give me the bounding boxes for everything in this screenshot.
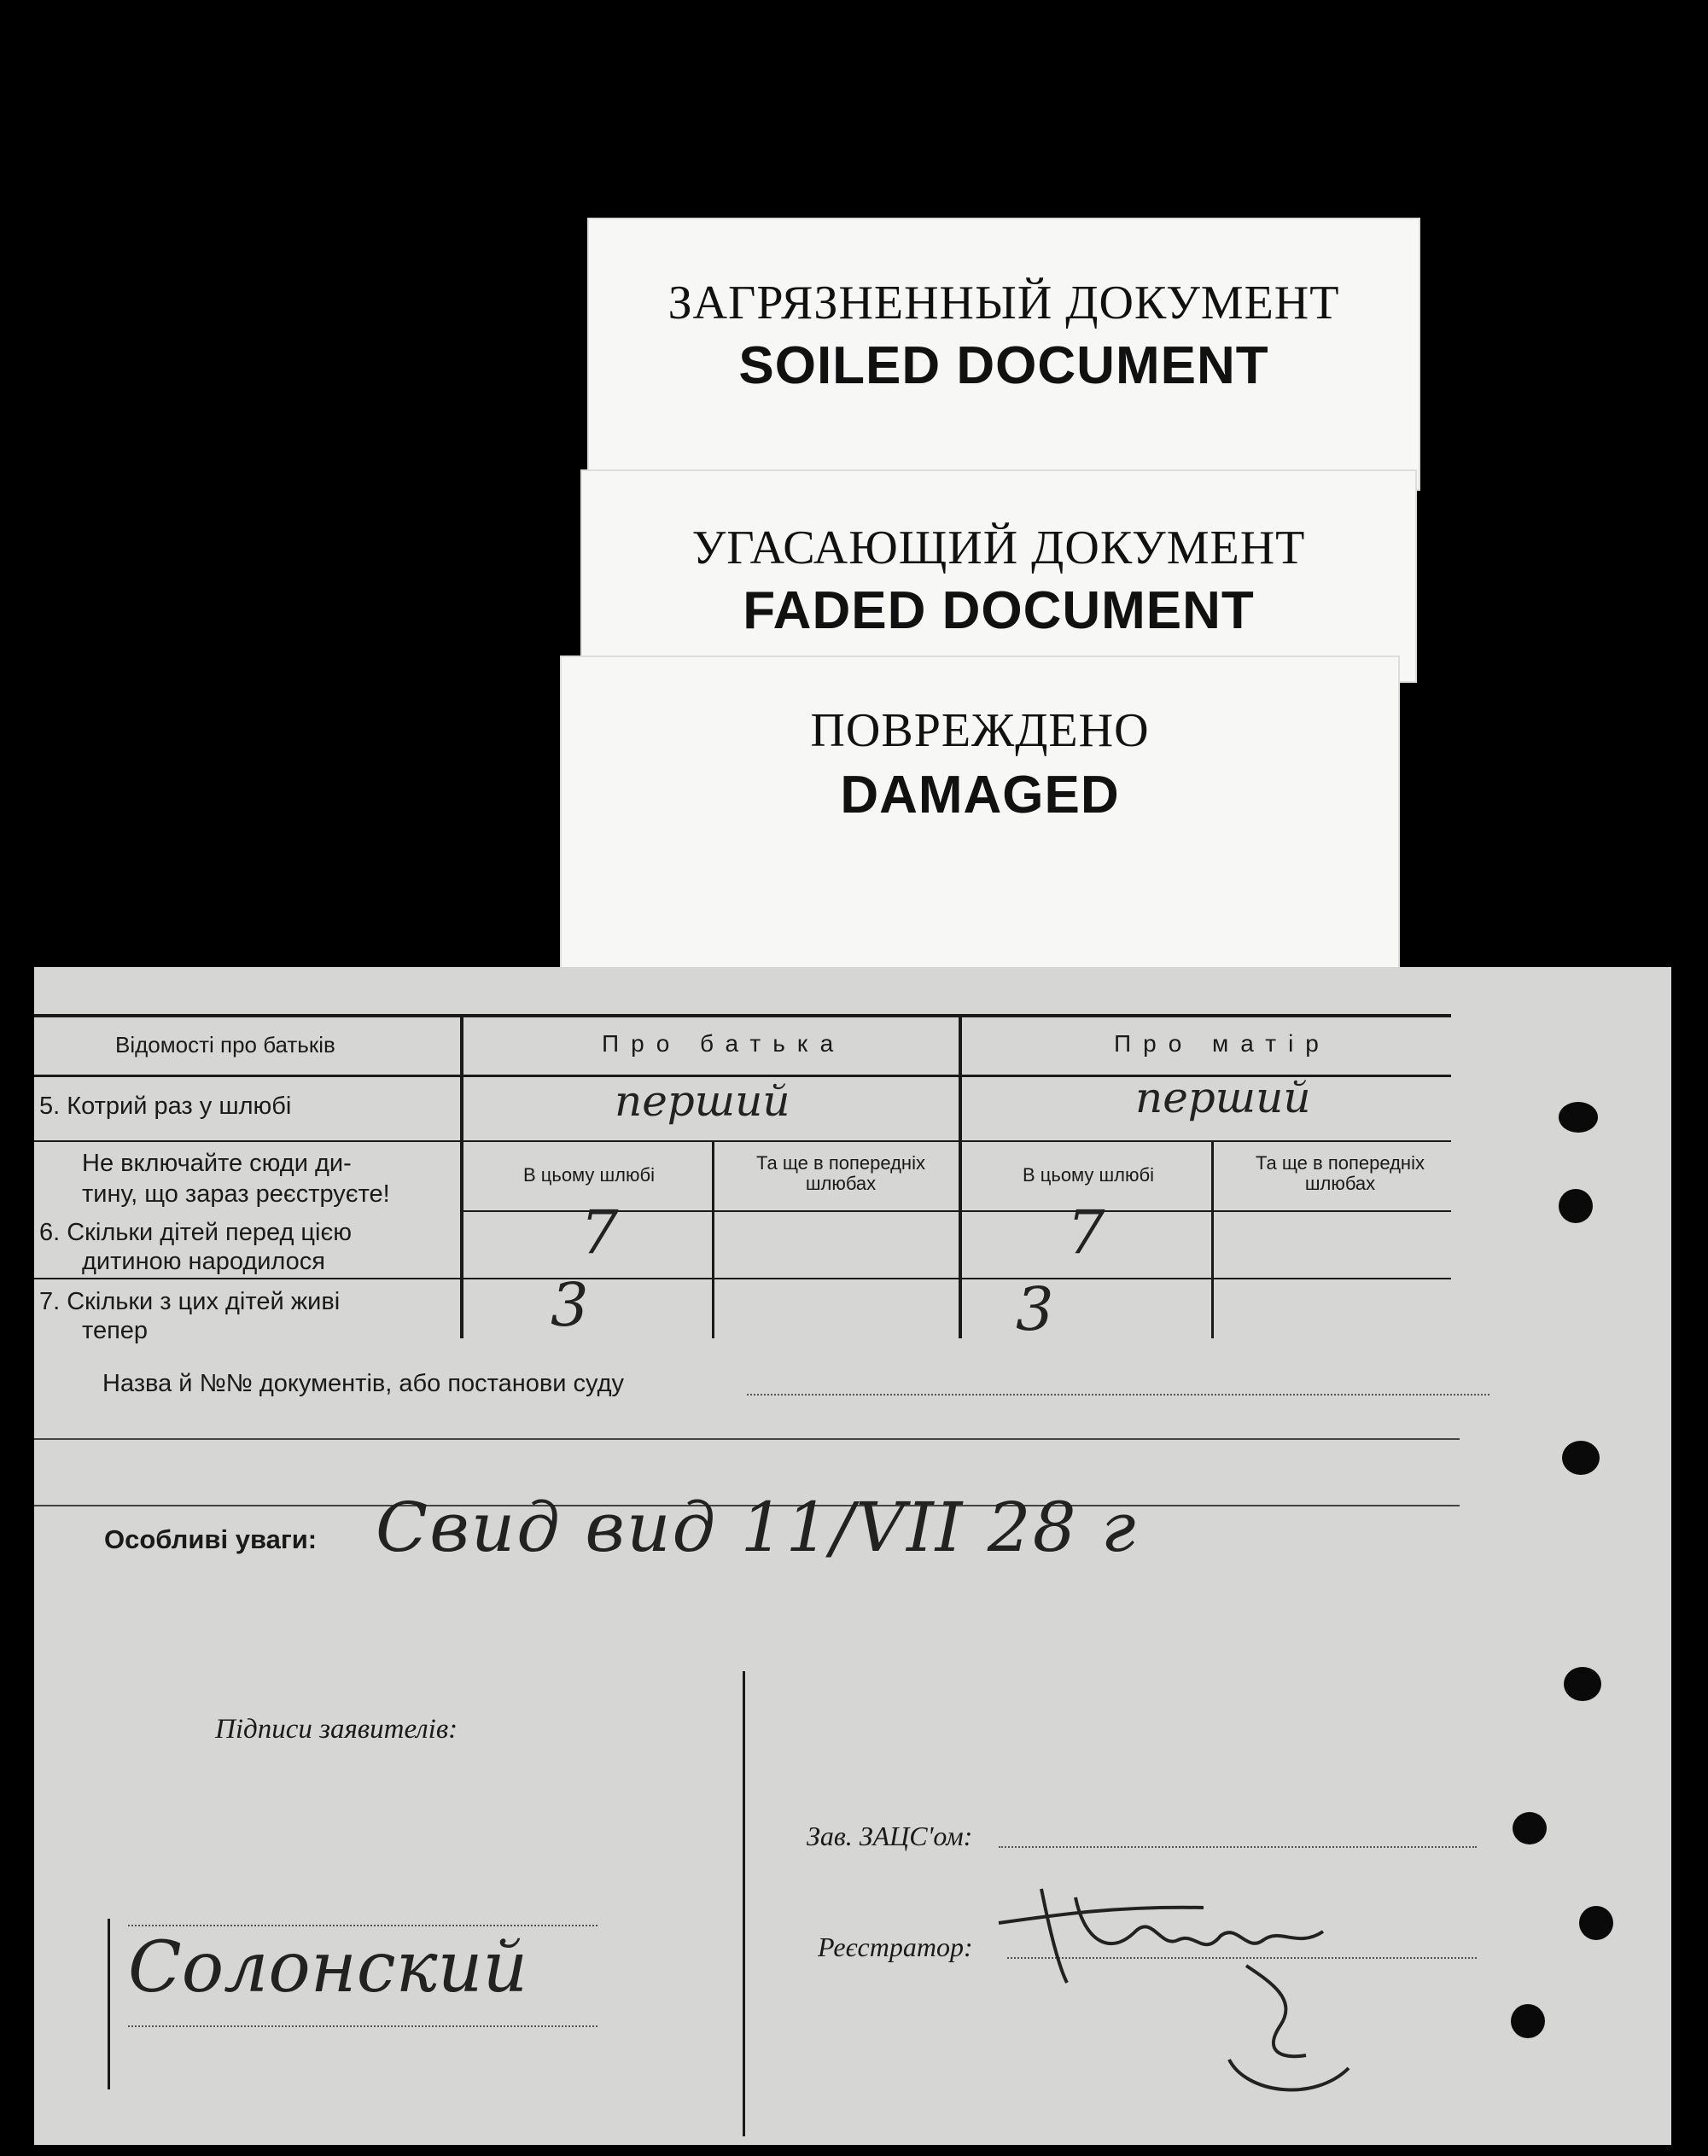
applicant-signature: Солонский bbox=[128, 1927, 528, 2008]
zags-head-dotted-line bbox=[999, 1846, 1477, 1848]
damage-hole bbox=[1564, 1667, 1601, 1701]
applicant-dotted-line-2 bbox=[128, 2025, 598, 2027]
registrar-label: Реєстратор: bbox=[818, 1932, 973, 1962]
col-divider-2 bbox=[959, 1014, 962, 1338]
damage-hole bbox=[1562, 1441, 1600, 1475]
registrar-signature bbox=[990, 1855, 1400, 2111]
documents-label: Назва й №№ документів, або постанови суду bbox=[102, 1370, 625, 1397]
remarks-label: Особливі уваги: bbox=[104, 1524, 318, 1554]
faded-label-ru: УГАСАЮЩИЙ ДОКУМЕНТ bbox=[691, 522, 1306, 574]
soiled-label-ru: ЗАГРЯЗНЕННЫЙ ДОКУМЕНТ bbox=[667, 277, 1340, 329]
mother-prev-marriages-header: Та ще в попередніх шлюбах bbox=[1256, 1152, 1425, 1194]
documents-line-2 bbox=[34, 1438, 1460, 1440]
damage-hole bbox=[1559, 1102, 1598, 1133]
father-prev-marriages-header: Та ще в попередніх шлюбах bbox=[756, 1152, 925, 1194]
father-children-born: 7 bbox=[580, 1197, 619, 1267]
applicants-signatures-label: Підписи заявителів: bbox=[215, 1714, 458, 1745]
applicant-bracket bbox=[108, 1919, 110, 2089]
header-parents-info: Відомості про батьків bbox=[115, 1032, 335, 1058]
registration-form bbox=[34, 967, 1671, 2145]
father-this-marriage-header: В цьому шлюбі bbox=[522, 1164, 656, 1186]
damaged-card bbox=[560, 656, 1400, 969]
damage-hole bbox=[1579, 1906, 1613, 1940]
row6-bottom-rule bbox=[34, 1278, 1451, 1279]
header-about-father: Про батька bbox=[602, 1030, 846, 1057]
documents-dotted-line bbox=[747, 1394, 1489, 1396]
damaged-label-ru: ПОВРЕЖДЕНО bbox=[810, 704, 1150, 757]
mother-subcol-divider bbox=[1211, 1142, 1214, 1338]
mother-this-marriage-header: В цьому шлюбі bbox=[1022, 1164, 1155, 1186]
note-line-1: Не включайте сюди ди- bbox=[82, 1150, 352, 1177]
table-top-rule bbox=[34, 1014, 1451, 1017]
punch-hole bbox=[1511, 2004, 1545, 2038]
zags-head-label: Зав. ЗАЦС'ом: bbox=[807, 1821, 973, 1851]
header-about-mother: Про матір bbox=[1114, 1030, 1331, 1057]
col-divider-1 bbox=[460, 1014, 463, 1338]
father-marriage-count: перший bbox=[615, 1076, 790, 1126]
applicant-dotted-line-1 bbox=[128, 1925, 598, 1926]
row-children-alive-line-1: 7. Скільки з цих дітей живі bbox=[39, 1288, 341, 1315]
father-children-alive: 3 bbox=[551, 1270, 589, 1340]
damaged-label-en: DAMAGED bbox=[840, 766, 1120, 825]
mother-marriage-count: перший bbox=[1135, 1073, 1311, 1122]
row-children-born-line-2: дитиною народилося bbox=[82, 1248, 326, 1275]
row5-bottom-rule bbox=[34, 1140, 1451, 1142]
soiled-document-card bbox=[587, 218, 1420, 491]
soiled-label-en: SOILED DOCUMENT bbox=[738, 336, 1269, 395]
father-subcol-divider bbox=[712, 1142, 714, 1338]
mother-children-alive: 3 bbox=[1016, 1274, 1054, 1344]
note-line-2: тину, що зараз реєструєте! bbox=[82, 1180, 390, 1208]
remarks-handwritten: Свид вид 11/VII 28 г bbox=[376, 1488, 1138, 1567]
signature-section-divider bbox=[743, 1671, 745, 2136]
row-marriage-count-label: 5. Котрий раз у шлюбі bbox=[39, 1093, 292, 1120]
row-children-born-line-1: 6. Скільки дітей перед цією bbox=[39, 1219, 353, 1246]
faded-label-en: FADED DOCUMENT bbox=[743, 581, 1255, 640]
faded-document-card bbox=[580, 469, 1417, 683]
punch-hole bbox=[1513, 1812, 1547, 1844]
mother-children-born: 7 bbox=[1067, 1197, 1105, 1267]
damage-hole bbox=[1559, 1189, 1593, 1223]
row-children-alive-line-2: тепер bbox=[82, 1317, 149, 1344]
